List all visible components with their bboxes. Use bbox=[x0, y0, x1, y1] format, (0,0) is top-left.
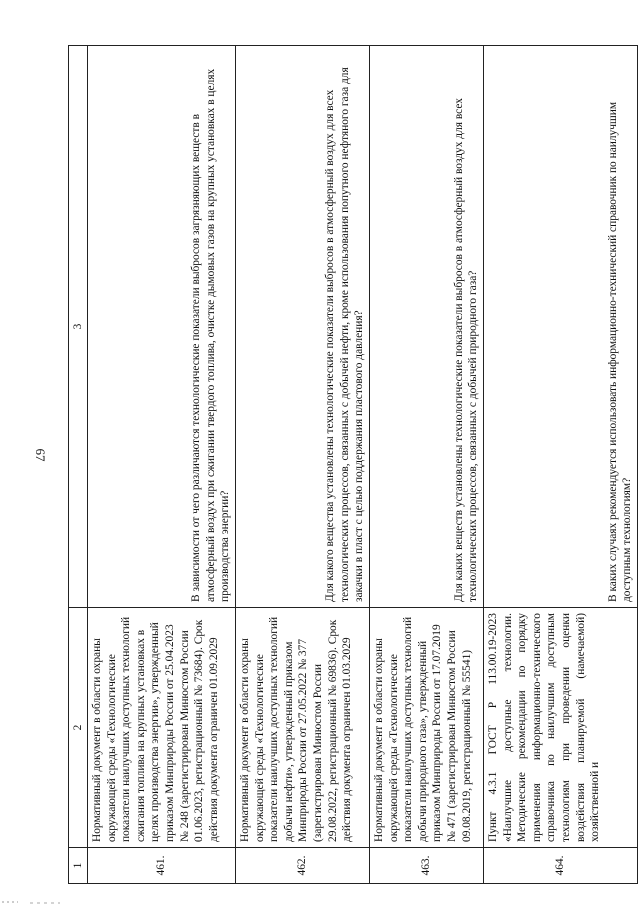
question-cell: Для какого вещества установлены технологические показатели выбросов в атмосферный воздух для всех технологических процессов, связанных с добычей нефти, кроме использования попутного нефтяного газа для закачки в пласт с целью поддержания пластового давления? bbox=[236, 46, 370, 608]
table-row bbox=[236, 46, 370, 884]
column-header-3: 3 bbox=[69, 46, 88, 608]
row-number: 463. bbox=[370, 848, 484, 884]
row-number: 461. bbox=[88, 848, 236, 884]
table-row bbox=[484, 46, 638, 884]
rotated-page-body bbox=[68, 46, 638, 884]
normative-document-cell: Нормативный документ в области охраны окружающей среды «Технологические показатели наилучших доступных технологий добычи нефти», утвержденный приказом Минприроды России от 27.05.2022 № 377 (зарегистрирован Минюстом России 29.08.2022, регистрационный № 69836). Срок действия документа ограничен 01.03.2029 bbox=[236, 608, 370, 848]
table-row bbox=[370, 46, 484, 884]
page-number: 67 bbox=[33, 448, 48, 462]
row-number: 464. bbox=[484, 848, 638, 884]
normative-document-cell: Пункт 4.3.1 ГОСТ Р 113.00.19-2023 «Наилучшие доступные технологии. Методические рекомендации по порядку применения информационно-технического справочника по наилучшим доступным технологиям при проведении оценки воздействия планируемой (намечаемой) хозяйственной и bbox=[484, 608, 638, 848]
column-header-1: 1 bbox=[69, 848, 88, 884]
questions-table bbox=[68, 45, 638, 884]
scan-artifact bbox=[0, 896, 120, 906]
row-number: 462. bbox=[236, 848, 370, 884]
normative-document-cell: Нормативный документ в области охраны окружающей среды «Технологические показатели наилучших доступных технологий добычи природного газа», утвержденный приказом Минприроды России от 17.07.2019 № 471 (зарегистрирован Минюстом России 09.08.2019, регистрационный № 55541) bbox=[370, 608, 484, 848]
question-cell: В зависимости от чего различаются технологические показатели выбросов загрязняющих веществ в атмосферный воздух при сжигании твердого топлива, очистке дымовых газов на крупных установках в целях производства энергии? bbox=[88, 46, 236, 608]
column-header-2: 2 bbox=[69, 608, 88, 848]
table-header-row bbox=[69, 46, 88, 884]
question-cell: В каких случаях рекомендуется использовать информационно-технический справочник по наилучшим доступным технологиям? bbox=[484, 46, 638, 608]
question-cell: Для каких веществ установлены технологические показатели выбросов в атмосферный воздух для всех технологических процессов, связанных с добычей природного газа? bbox=[370, 46, 484, 608]
table-row bbox=[88, 46, 236, 884]
normative-document-cell: Нормативный документ в области охраны окружающей среды «Технологические показатели наилучших доступных технологий сжигания топлива на крупных установках в целях производства энергии», утвержденный приказом Минприроды России от 25.04.2023 № 248 (зарегистрирован Минюстом России 01.06.2023, регистрационный № 73684). Срок действия документа ограничен 01.09.2029 bbox=[88, 608, 236, 848]
